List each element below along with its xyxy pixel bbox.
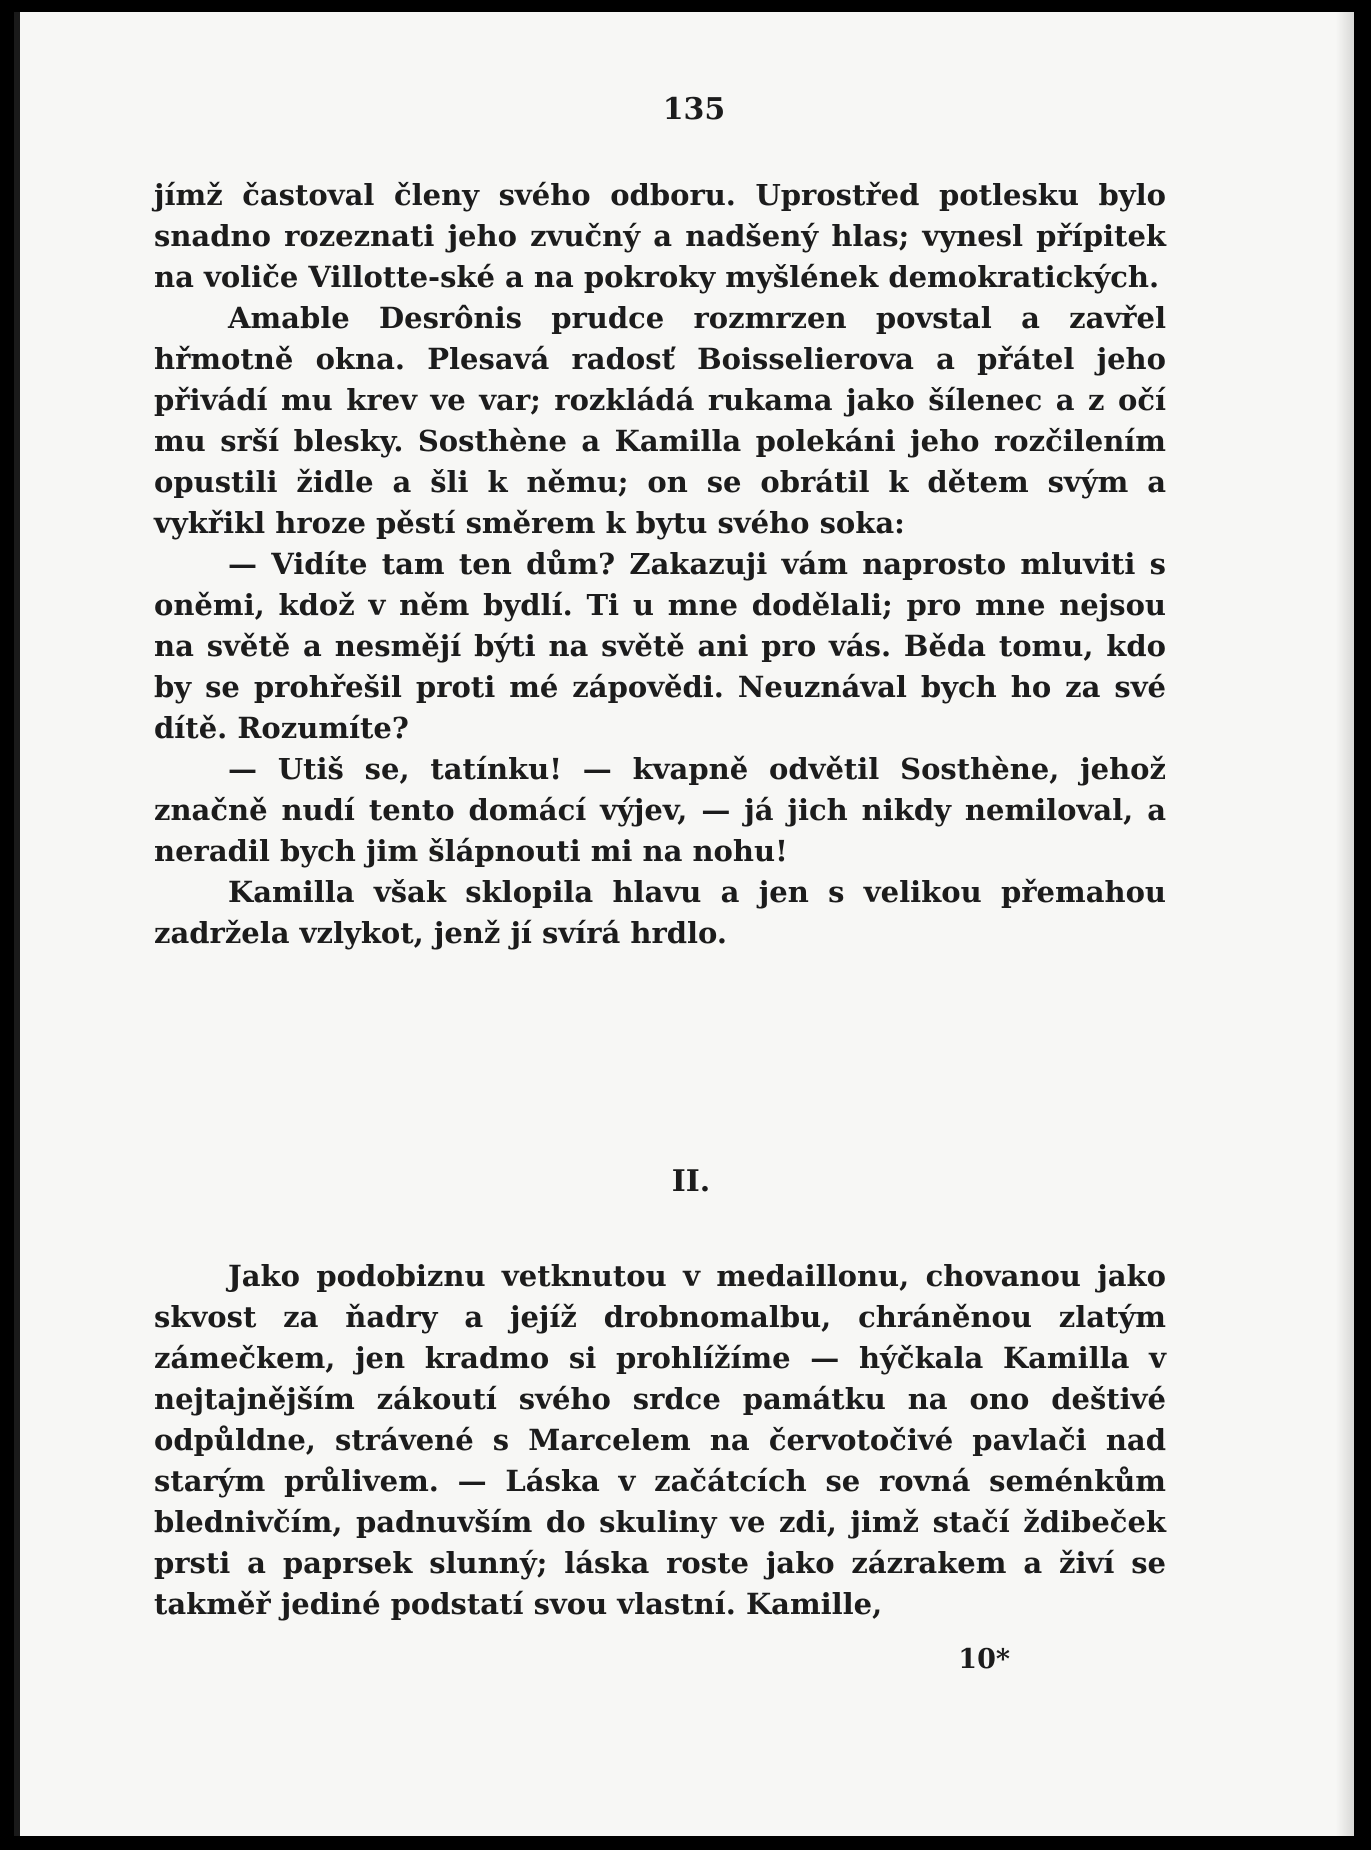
paragraph-5: Kamilla však sklopila hlavu a jen s velikou přemahou zadržela vzlykot, jenž jí svírá hrdlo. [154, 875, 1166, 950]
text-block-after-chapter [154, 1256, 1166, 1625]
chapter-heading: II. [671, 1164, 711, 1199]
text-block-before-chapter [154, 175, 1166, 954]
paragraph-3: — Vidíte tam ten dům? Zakazuji vám naprosto mluviti s oněmi, kdož v něm bydlí. Ti u mne dodělali; pro mne nejsou na světě a nesmějí býti na světě ani pro vás. Běda tomu, kdo by se prohřešil proti mé zápovědi. Neuznával bych ho za své dítě. Rozumíte? [154, 547, 1166, 745]
page-edge-shadow [1336, 12, 1354, 1836]
page-number: 135 [662, 92, 726, 127]
paragraph-2: Amable Desrônis prudce rozmrzen povstal a zavřel hřmotně okna. Plesavá radosť Boisselierova a přátel jeho přivádí mu krev ve var; rozkládá rukama jako šílenec a z očí mu srší blesky. Sosthène a Kamilla polekáni jeho rozčilením opustili židle a šli k němu; on se obrátil k dětem svým a vykřikl hroze pěstí směrem k bytu svého soka: [154, 301, 1166, 540]
book-page [14, 12, 1354, 1836]
signature-mark: 10* [958, 1644, 1010, 1675]
paragraph-4: — Utiš se, tatínku! — kvapně odvětil Sosthène, jehož značně nudí tento domácí výjev, — já jich nikdy nemiloval, a neradil bych jim šlápnouti mi na nohu! [154, 752, 1166, 868]
paragraph-1: jímž častoval členy svého odboru. Uprostřed potlesku bylo snadno rozeznati jeho zvučný a nadšený hlas; vynesl přípitek na voliče Villotte-ské a na pokroky myšlének demokratických. [154, 178, 1166, 294]
page-binding-edge [14, 12, 20, 1836]
paragraph-6: Jako podobiznu vetknutou v medaillonu, chovanou jako skvost za ňadry a jejíž drobnomalbu, chráněnou zlatým zámečkem, jen kradmo si prohlížíme — hýčkala Kamilla v nejtajnějším zákoutí svého srdce památku na ono deštivé odpůldne, strávené s Marcelem na červotočivé pavlači nad starým průlivem. — Láska v začátcích se rovná seménkům blednivčím, padnuvším do skuliny ve zdi, jimž stačí ždibeček prsti a paprsek slunný; láska roste jako zázrakem a živí se takměř jediné podstatí svou vlastní. Kamille, [154, 1259, 1166, 1621]
